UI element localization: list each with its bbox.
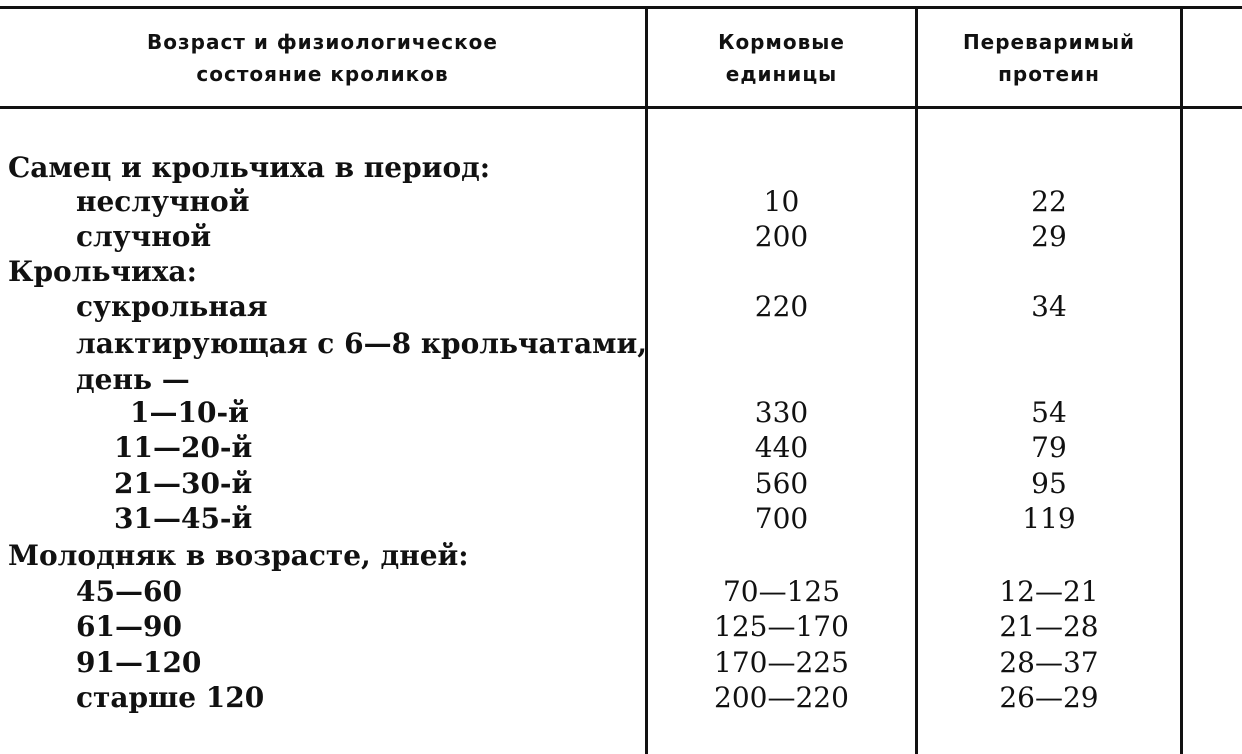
table-row <box>0 609 1242 645</box>
row-label: 21—30-й <box>114 467 253 500</box>
protein-value: 54 <box>1031 396 1067 429</box>
row-label: Крольчиха: <box>8 255 197 288</box>
table-row <box>0 150 1242 186</box>
feed-units-value: 330 <box>754 396 809 429</box>
protein-value: 28—37 <box>999 646 1099 679</box>
row-label: день — <box>76 363 190 396</box>
row-label: 1—10-й <box>130 396 249 429</box>
header-age-state: Возраст и физиологическое состояние кроликов <box>147 30 498 86</box>
protein-value: 95 <box>1031 467 1067 500</box>
protein-value: 26—29 <box>999 681 1099 714</box>
table-row <box>0 289 1242 325</box>
feed-units-value: 200 <box>754 220 809 253</box>
protein-value: 119 <box>1022 502 1076 535</box>
protein-value: 79 <box>1031 431 1067 464</box>
table-row <box>0 680 1242 716</box>
table-row <box>0 645 1242 681</box>
header-digestible-protein: Переваримый протеин <box>962 30 1136 86</box>
row-label: Самец и крольчиха в период: <box>8 151 491 184</box>
feed-units-value: 10 <box>763 185 800 218</box>
table-row <box>0 254 1242 290</box>
row-label: 61—90 <box>76 610 182 643</box>
protein-value: 12—21 <box>999 575 1099 608</box>
table-row <box>0 219 1242 255</box>
protein-value: 21—28 <box>999 610 1099 643</box>
table-row <box>0 501 1242 537</box>
protein-value: 22 <box>1031 185 1067 218</box>
table-row <box>0 466 1242 502</box>
row-label: лактирующая с 6—8 крольчатами, <box>76 327 648 360</box>
feed-units-value: 560 <box>754 467 809 500</box>
row-label: 45—60 <box>76 575 182 608</box>
table-top-rule <box>0 6 1242 9</box>
table-row <box>0 184 1242 220</box>
header-bottom-rule <box>0 106 1242 109</box>
row-label: старше 120 <box>76 681 265 714</box>
row-label: 91—120 <box>76 646 202 679</box>
protein-value: 29 <box>1031 220 1067 253</box>
feed-units-value: 170—225 <box>714 646 849 679</box>
row-label: 11—20-й <box>114 431 253 464</box>
table-row <box>0 574 1242 610</box>
row-label: неслучной <box>76 185 250 218</box>
table-row <box>0 326 1242 362</box>
table-row <box>0 538 1242 574</box>
row-label: Молодняк в возрасте, дней: <box>8 539 469 572</box>
table-row <box>0 362 1242 398</box>
row-label: сукрольная <box>76 290 268 323</box>
row-label: случной <box>76 220 212 253</box>
feed-units-value: 700 <box>754 502 809 535</box>
feed-units-value: 70—125 <box>722 575 841 608</box>
row-label: 31—45-й <box>114 502 253 535</box>
feed-units-value: 125—170 <box>714 610 849 643</box>
feed-units-value: 200—220 <box>714 681 849 714</box>
protein-value: 34 <box>1031 290 1067 323</box>
feed-units-value: 440 <box>754 431 809 464</box>
table-row <box>0 430 1242 466</box>
header-feed-units: Кормовые единицы <box>718 30 845 86</box>
table-row <box>0 395 1242 431</box>
feed-units-value: 220 <box>754 290 809 323</box>
